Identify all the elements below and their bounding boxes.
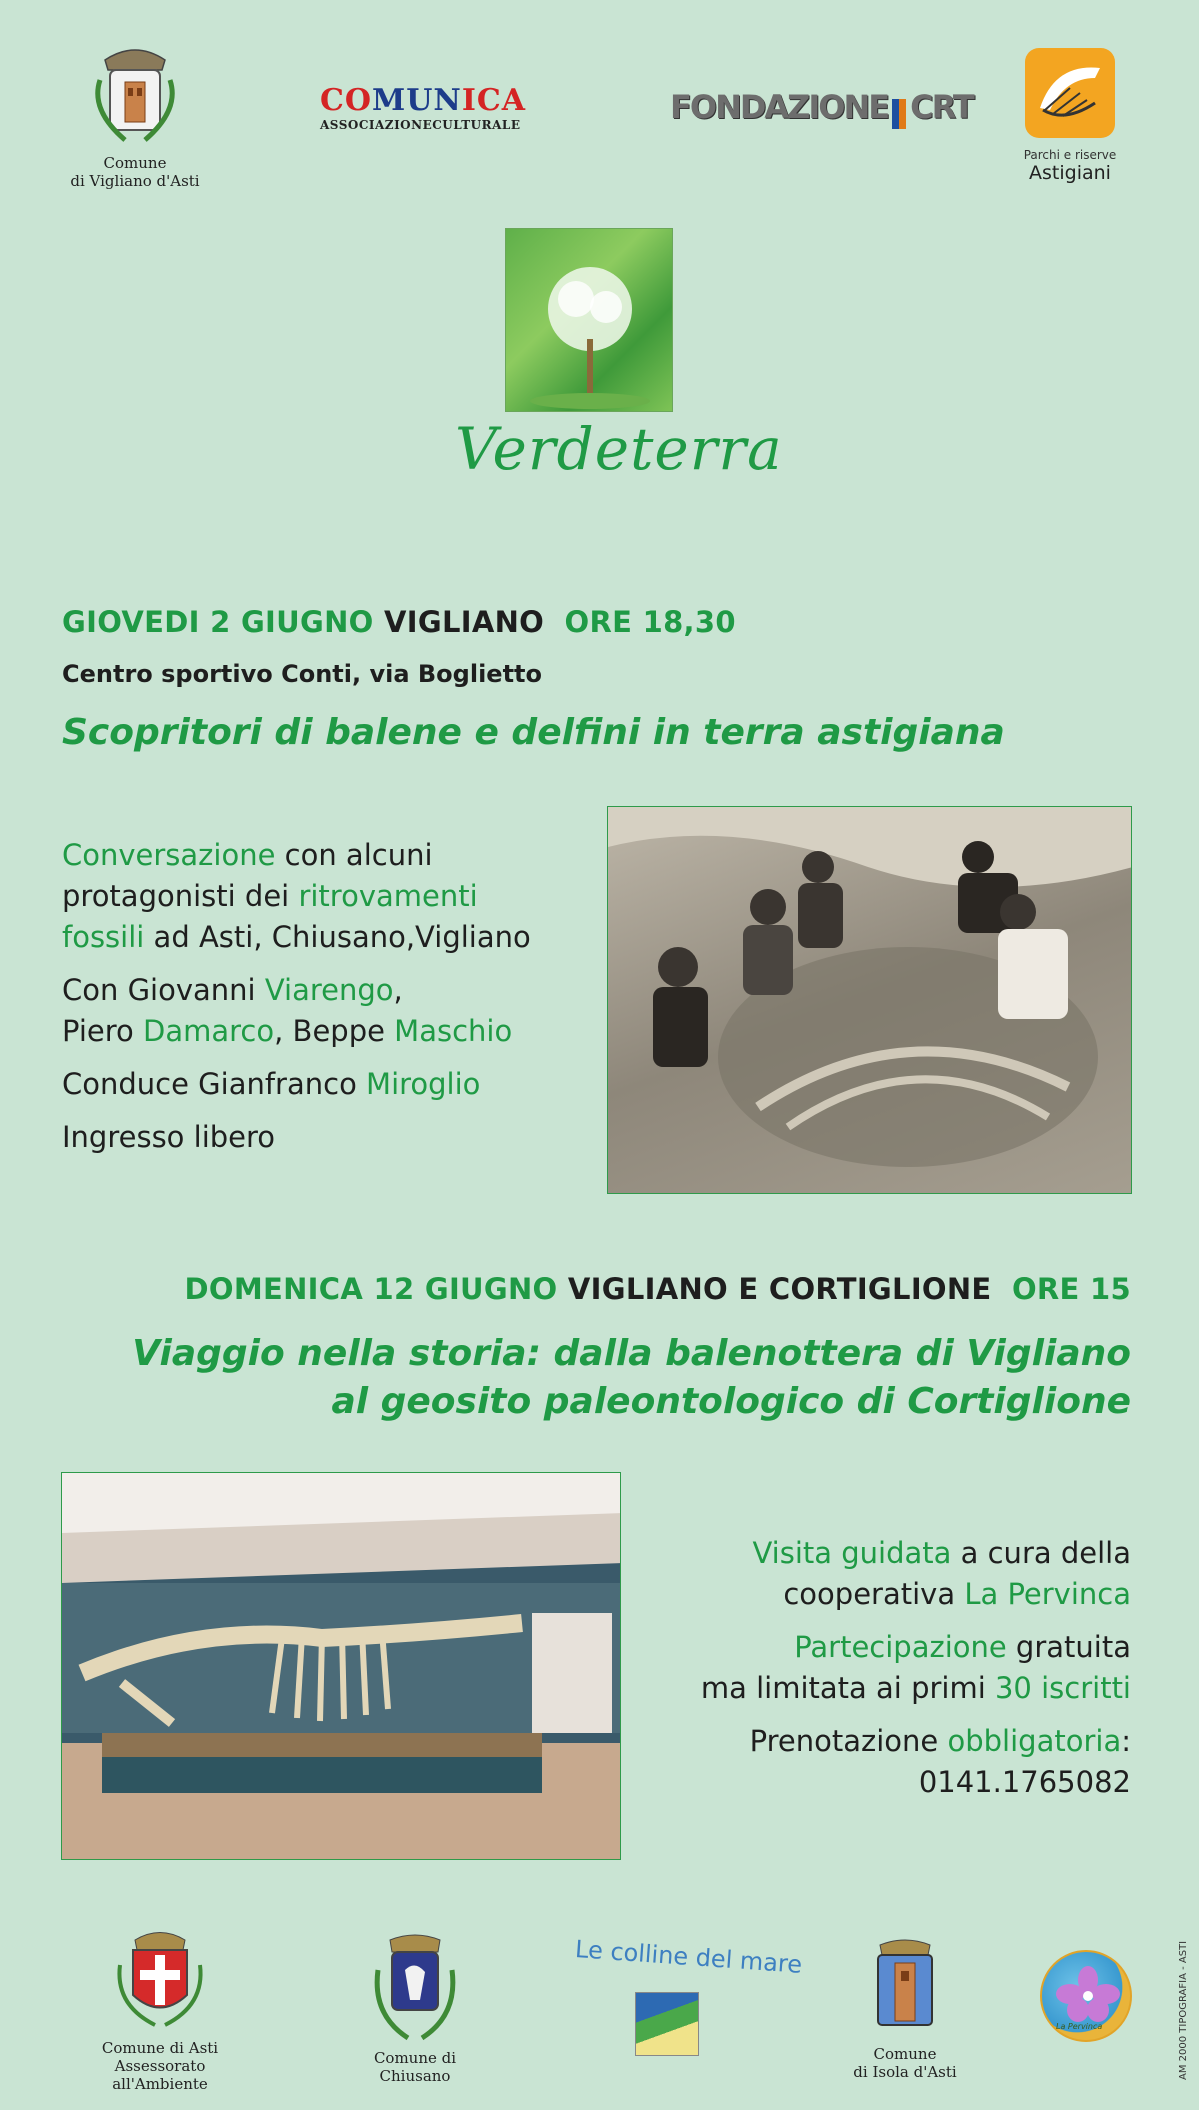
event1-p1-a: Conversazione <box>62 838 276 872</box>
event2-description <box>631 1533 1131 1815</box>
colline-landscape-icon <box>635 1992 699 2056</box>
asti-crest-icon <box>65 1925 255 2035</box>
logo-comune-chiusano <box>340 1930 490 2085</box>
event2-place: VIGLIANO E CORTIGLIONE <box>567 1272 992 1306</box>
event1-place: VIGLIANO <box>384 605 545 639</box>
chiusano-caption: Comune di Chiusano <box>373 2049 457 2085</box>
event1-date: GIOVEDI 2 GIUGNO <box>62 605 374 639</box>
event1-p2-a: Con Giovanni <box>62 973 265 1007</box>
parchi-small-text: Parchi e riserve <box>1023 148 1117 162</box>
vigliano-caption-line2: di Vigliano d'Asti <box>70 172 200 190</box>
asti-caption <box>65 2039 255 2093</box>
event2-paragraph-1 <box>631 1533 1131 1615</box>
event1-paragraph-1 <box>62 835 602 958</box>
printer-credit: AM 2000 TIPOGRAFIA - ASTI <box>1178 1940 1189 2080</box>
colline-text: Le colline del mare <box>574 1935 803 1979</box>
chiusano-crest-icon <box>340 1930 490 2045</box>
vigliano-caption-line1: Comune <box>103 154 167 172</box>
event1-p2-f: , Beppe <box>274 1014 395 1048</box>
event2-paragraph-3 <box>631 1721 1131 1803</box>
event1-p1-b: con alcuni <box>275 838 433 872</box>
event1-paragraph-2 <box>62 970 602 1052</box>
event2-p3-a: Prenotazione <box>749 1724 948 1758</box>
event2-p1-d: La Pervinca <box>964 1577 1131 1611</box>
asti-caption-line2: Assessorato all'Ambiente <box>112 2057 208 2093</box>
event2-paragraph-2 <box>631 1627 1131 1709</box>
comunica-subtitle: ASSOCIAZIONECULTURALE <box>320 118 521 132</box>
event2-phone: 0141.1765082 <box>918 1765 1131 1799</box>
event2-heading <box>185 1272 1131 1306</box>
event1-p3-b: Miroglio <box>366 1067 481 1101</box>
event2-date: DOMENICA 12 GIUGNO <box>184 1272 558 1306</box>
event2-p1-b: a cura della <box>951 1536 1131 1570</box>
event1-p2-b: Viarengo <box>264 973 394 1007</box>
event2-p2-d: 30 iscritti <box>994 1671 1131 1705</box>
event1-photo-fossil-excavation <box>607 806 1132 1194</box>
asti-caption-line1: Comune di Asti <box>101 2039 219 2057</box>
isola-caption-line2: di Isola d'Asti <box>853 2063 957 2081</box>
parchi-shell-icon <box>1025 48 1115 138</box>
event1-p2-c: , <box>393 973 403 1007</box>
logo-comune-isola-asti <box>850 1935 960 2081</box>
event2-title-line1: Viaggio nella storia: dalla balenottera di Vigliano <box>132 1333 1131 1374</box>
event2-title <box>132 1330 1131 1426</box>
logo-parchi-astigiani <box>1010 48 1130 184</box>
logo-la-pervinca <box>1040 1950 1132 2042</box>
event1-title: Scopritori di balene e delfini in terra astigiana <box>62 712 1005 753</box>
crt-flag-icon <box>892 99 906 129</box>
event2-p3-b: obbligatoria <box>947 1724 1122 1758</box>
event2-p2-c: ma limitata ai primi <box>700 1671 995 1705</box>
parchi-big-text: Astigiani <box>1029 162 1111 184</box>
event2-title-line2: al geosito paleontologico di Cortiglione <box>331 1381 1131 1422</box>
event1-p2-e: Damarco <box>143 1014 275 1048</box>
isola-tower-icon <box>850 1935 960 2035</box>
logo-vigliano <box>70 40 200 190</box>
logo-comune-asti <box>65 1925 255 2093</box>
logo-fondazione-crt <box>670 88 973 129</box>
event2-p2-a: Partecipazione <box>794 1630 1007 1664</box>
event1-p1-c: protagonisti dei <box>62 879 299 913</box>
event1-paragraph-4: Ingresso libero <box>62 1120 276 1154</box>
logo-comunica <box>320 83 526 132</box>
event2-p3-c: : <box>1121 1724 1131 1758</box>
event2-photo-whale-skeleton <box>61 1472 621 1860</box>
comunica-part-a: CO <box>320 83 373 118</box>
event2-p2-b: gratuita <box>1006 1630 1131 1664</box>
brand-title: Verdeterra <box>455 415 783 483</box>
verdeterra-tree-image <box>505 228 673 412</box>
vigliano-crest-icon <box>70 40 200 150</box>
event1-time: ORE 18,30 <box>564 605 736 639</box>
event1-p1-d: ritrovamenti <box>298 879 478 913</box>
event1-p2-g: Maschio <box>394 1014 513 1048</box>
event1-p1-e: fossili <box>62 920 145 954</box>
event1-venue: Centro sportivo Conti, via Boglietto <box>62 660 543 688</box>
event2-p1-c: cooperativa <box>783 1577 965 1611</box>
isola-caption <box>850 2045 960 2081</box>
event2-time: ORE 15 <box>1011 1272 1131 1306</box>
isola-caption-line1: Comune <box>873 2045 937 2063</box>
event1-heading <box>62 605 736 639</box>
crt-right-text: CRT <box>910 88 973 126</box>
crt-left-text: FONDAZIONE <box>670 88 889 126</box>
event2-p1-a: Visita guidata <box>752 1536 952 1570</box>
event1-p3-a: Conduce Gianfranco <box>62 1067 367 1101</box>
logo-colline-del-mare <box>574 1935 803 2056</box>
event1-paragraph-3 <box>62 1064 602 1105</box>
comunica-wordmark <box>320 83 526 118</box>
vigliano-caption <box>70 154 200 190</box>
event1-description <box>62 835 602 1170</box>
pervinca-logo-text: La Pervinca <box>1056 2022 1103 2031</box>
event1-p1-f: ad Asti, Chiusano,Vigliano <box>144 920 531 954</box>
comunica-part-c: ICA <box>461 83 526 118</box>
event1-p2-d: Piero <box>62 1014 143 1048</box>
comunica-part-b: MUN <box>372 83 462 118</box>
